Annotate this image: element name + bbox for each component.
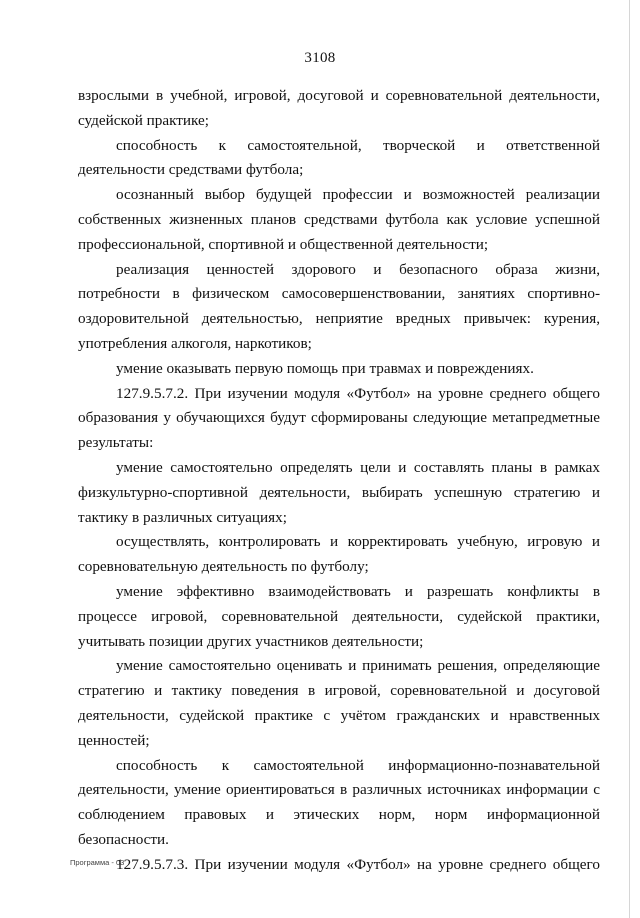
paragraph: умение оказывать первую помощь при травмах и повреждениях. [116,359,534,377]
paragraph: умение самостоятельно определять цели и составлять планы в рамках физкультурно-спортивной деятельности, выбирать успешную стратегию и тактику в различных ситуациях; [78,458,600,526]
body-text [78,84,600,878]
section-paragraph: 127.9.5.7.3. При изучении модуля «Футбол» на уровне среднего общего [116,855,600,873]
paragraph: взрослыми в учебной, игровой, досуговой и соревновательной деятельности, судейской практике; [78,87,600,129]
page-number: 3108 [304,50,336,66]
paragraph: осознанный выбор будущей профессии и возможностей реализации собственных жизненных планов средствами футбола как условие успешной профессиональной, спортивной и общественной деятельности; [78,186,600,253]
footer-label: Программа - 03 [70,858,125,867]
paragraph: осуществлять, контролировать и корректировать учебную, игровую и соревновательную деятельность по футболу; [78,533,600,576]
section-paragraph: 127.9.5.7.2. При изучении модуля «Футбол» на уровне среднего общего образования у обучающихся будут сформированы следующие метапредметные результаты: [78,384,600,452]
paragraph: способность к самостоятельной, творческой и ответственной деятельности средствами футбола; [78,136,600,179]
paragraph: умение эффективно взаимодействовать и разрешать конфликты в процессе игровой, соревновательной деятельности, судейской практики, учитывать позиции других участников деятельности; [78,582,600,650]
paragraph: способность к самостоятельной информационно-познавательной деятельности, умение ориентироваться в различных источниках информации с соблюдением правовых и этических норм, норм информационной безопасности. [78,756,600,848]
paragraph: умение самостоятельно оценивать и принимать решения, определяющие стратегию и тактику поведения в игровой, соревновательной и досуговой деятельности, судейской практике с учётом гражданских и нравственных ценностей; [78,657,600,749]
scan-edge-line [629,0,630,918]
paragraph: реализация ценностей здорового и безопасного образа жизни, потребности в физическом самосовершенствовании, занятиях спортивно-оздоровительной деятельностью, неприятие вредных привычек: курения, употребления алкоголя, наркотиков; [78,260,600,352]
